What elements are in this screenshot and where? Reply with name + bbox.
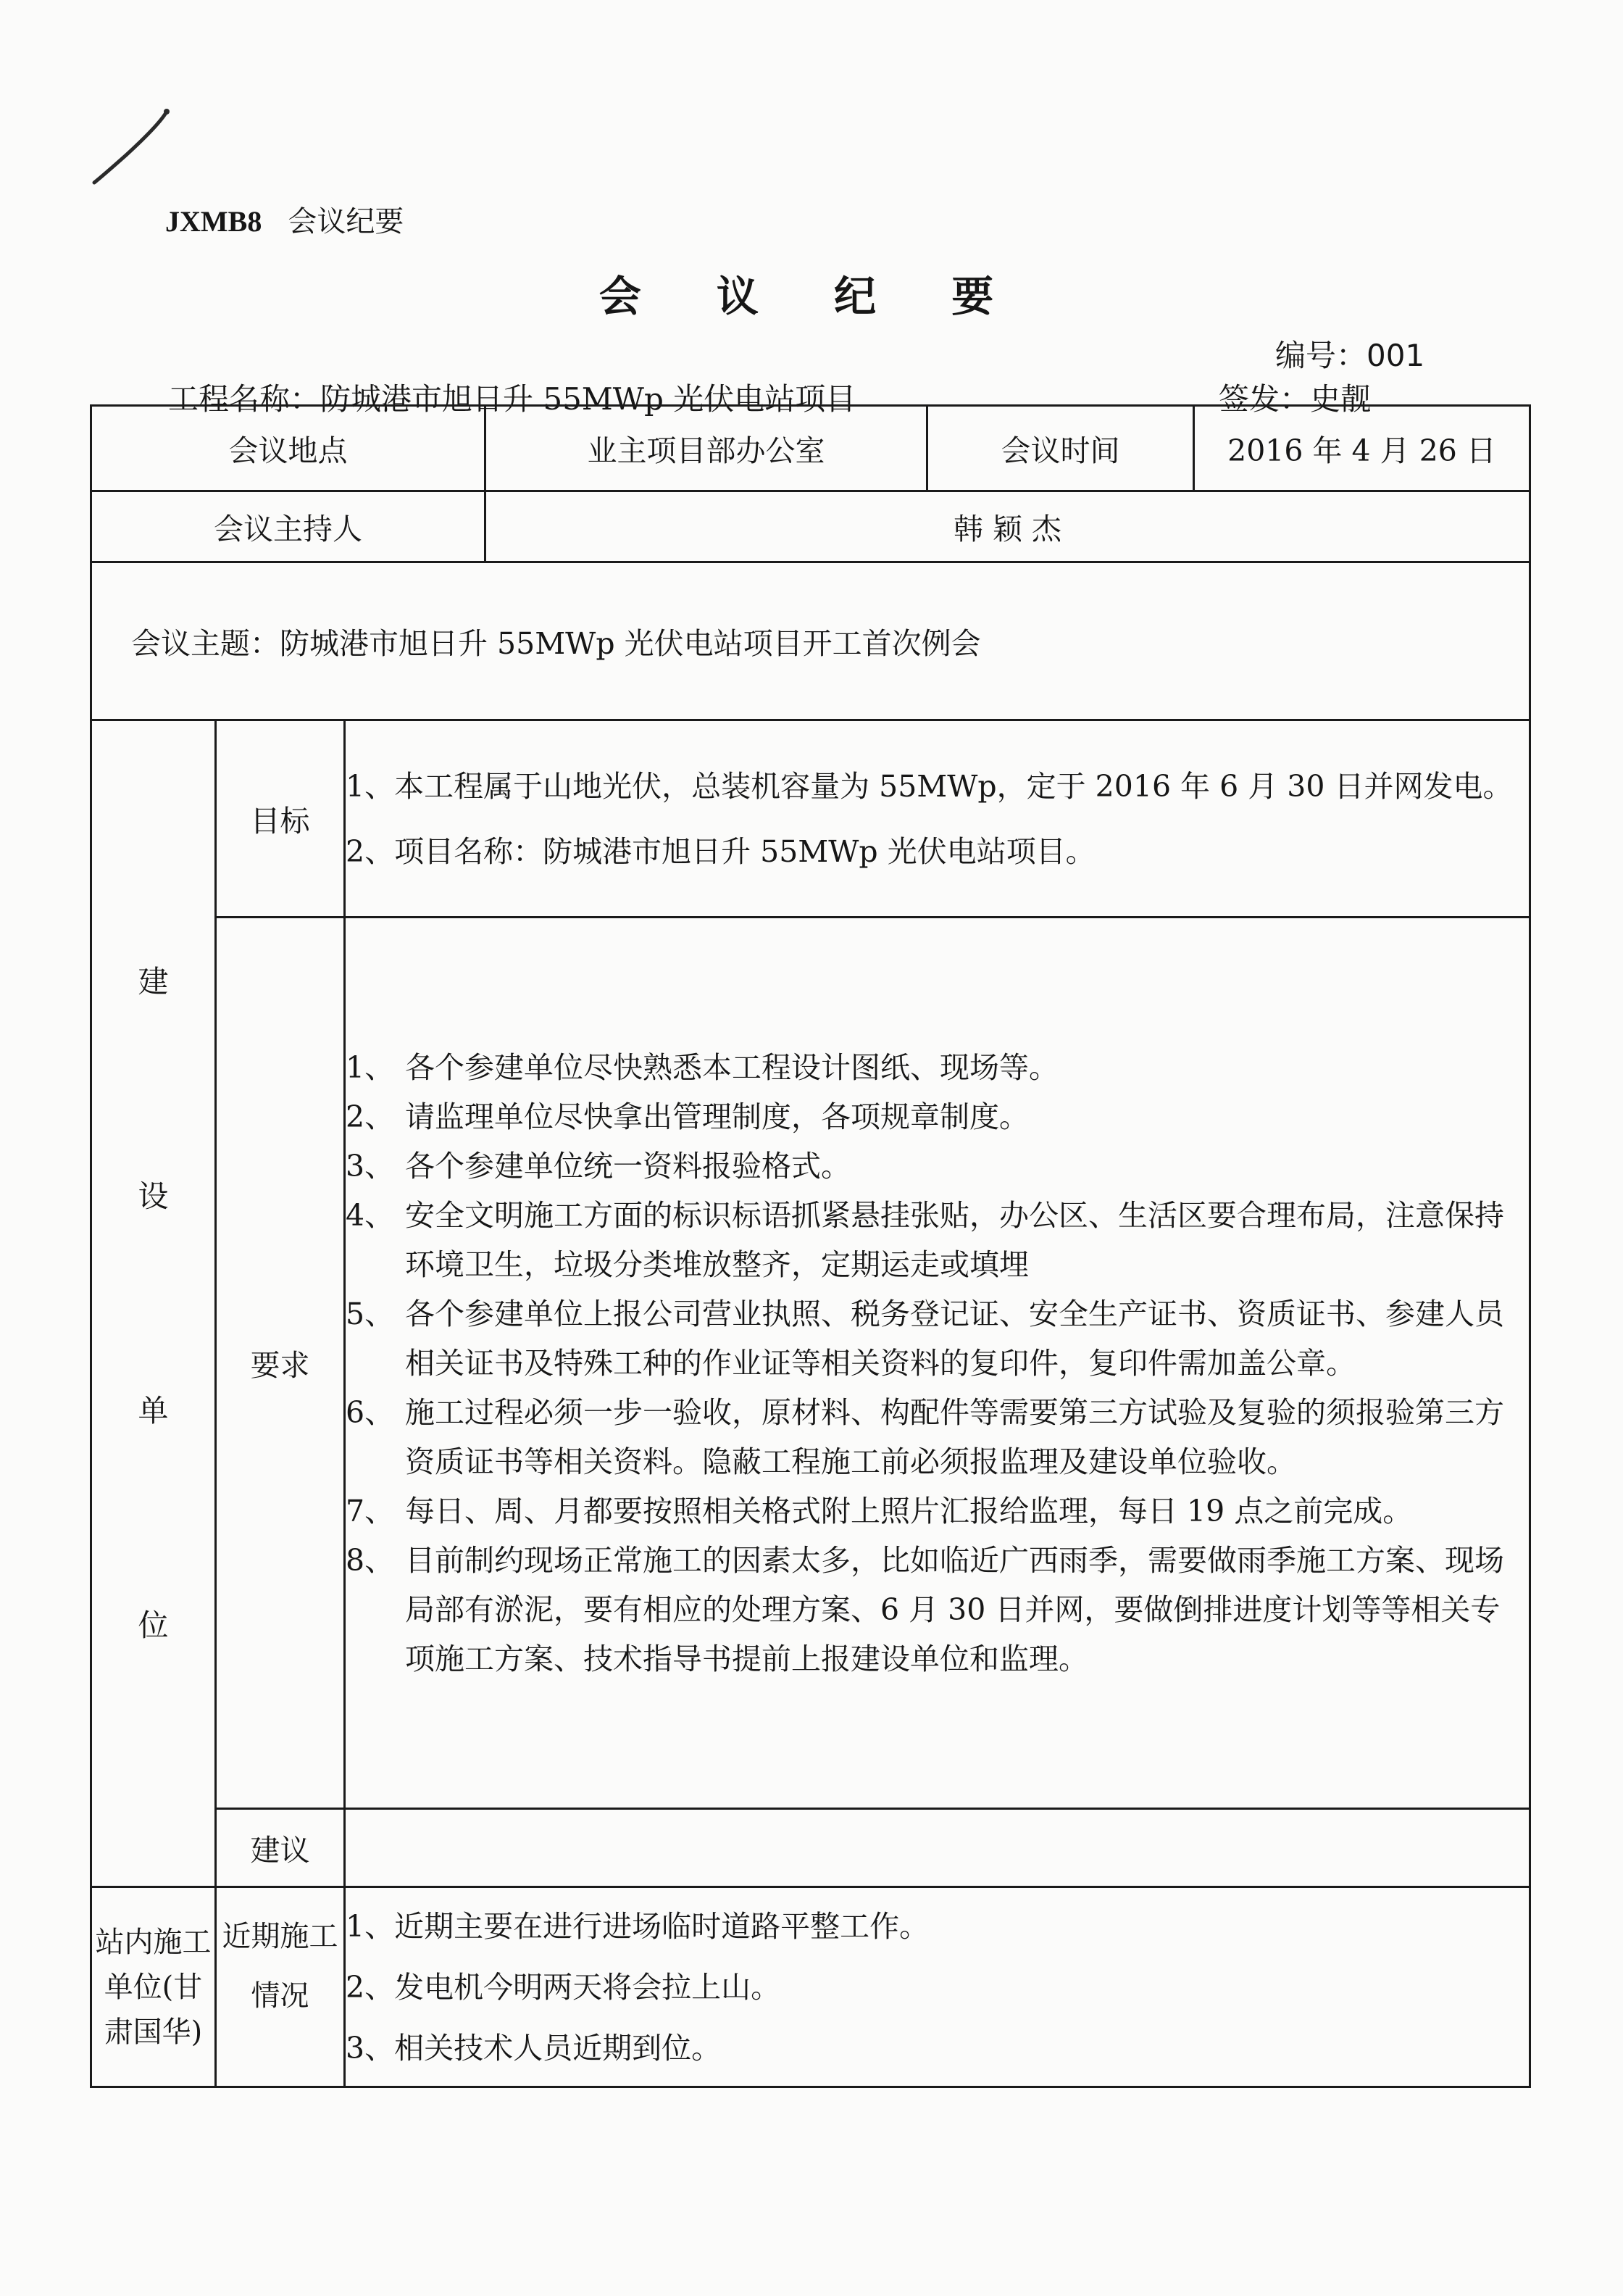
targets-label: 目标: [216, 720, 345, 918]
host-label: 会议主持人: [91, 491, 485, 562]
time-value: 2016 年 4 月 26 日: [1194, 406, 1530, 491]
construction-unit-char: 位: [138, 1607, 169, 1643]
construction-unit-char: 设: [138, 1178, 169, 1214]
site-status-item: 2、发电机今明两天将会拉上山。: [346, 1969, 781, 2005]
location-label: 会议地点: [91, 406, 485, 491]
site-status-item: 3、相关技术人员近期到位。: [346, 2030, 722, 2066]
target-item: 1、本工程属于山地光伏，总装机容量为 55MWp，定于 2016 年 6 月 30 日并网发电。: [346, 768, 1513, 804]
suggestions-content: [345, 1809, 1530, 1887]
time-label: 会议时间: [927, 406, 1194, 491]
site-unit-label: 站内施工单位(甘肃国华): [91, 1887, 216, 2087]
pen-stroke-mark: [85, 107, 172, 187]
site-unit-row: [91, 1887, 1530, 2087]
project-name: 工程名称：防城港市旭日升 55MWp 光伏电站项目: [168, 381, 856, 417]
site-status-content: [345, 1887, 1530, 2087]
requirements-content: [345, 918, 1530, 1809]
site-status-item: 1、近期主要在进行进场临时道路平整工作。: [346, 1908, 930, 1944]
targets-content: [345, 720, 1530, 918]
suggestions-row: [91, 1809, 1530, 1887]
document-title: 会 议 纪 要: [598, 272, 1025, 321]
site-status-label: 近期施工情况: [216, 1887, 345, 2087]
meeting-minutes-table: [90, 404, 1531, 2088]
requirement-item: 1、 各个参建单位尽快熟悉本工程设计图纸、现场等。: [346, 1049, 1059, 1085]
form-code-name: 会议纪要: [288, 205, 404, 238]
location-value: 业主项目部办公室: [485, 406, 927, 491]
requirement-item: 6、 施工过程必须一步一验收，原材料、构配件等需要第三方试验及复验的须报验第三方资质证书等相关资料。隐蔽工程施工前必须报监理及建设单位验收。: [346, 1394, 1504, 1479]
requirement-item: 5、 各个参建单位上报公司营业执照、税务登记证、安全生产证书、资质证书、参建人员相关证书及特殊工种的作业证等相关资料的复印件，复印件需加盖公章。: [346, 1296, 1504, 1381]
construction-unit-label: [91, 720, 216, 1887]
host-value: 韩 颖 杰: [485, 491, 1530, 562]
requirement-item: 4、 安全文明施工方面的标识标语抓紧悬挂张贴，办公区、生活区要合理布局，注意保持环境卫生，垃圾分类堆放整齐，定期运走或填埋: [346, 1197, 1504, 1282]
form-code-id: JXMB8: [165, 205, 262, 238]
form-code: [165, 199, 404, 240]
document-number: 编号：001: [1275, 338, 1425, 373]
construction-unit-char: 单: [138, 1392, 169, 1428]
targets-row: [91, 720, 1530, 918]
suggestions-label: 建议: [216, 1809, 345, 1887]
requirement-item: 2、 请监理单位尽快拿出管理制度，各项规章制度。: [346, 1099, 1029, 1134]
requirement-item: 7、 每日、周、月都要按照相关格式附上照片汇报给监理，每日 19 点之前完成。: [346, 1493, 1413, 1528]
requirement-item: 3、 各个参建单位统一资料报验格式。: [346, 1148, 851, 1184]
requirement-item: 8、 目前制约现场正常施工的因素太多，比如临近广西雨季，需要做雨季施工方案、现场局部有淤泥，要有相应的处理方案、6 月 30 日并网，要做倒排进度计划等等相关专项施工方案、技术指导书提前上报建设单位和监理。: [346, 1542, 1504, 1676]
meeting-topic: 会议主题：防城港市旭日升 55MWp 光伏电站项目开工首次例会: [91, 562, 1530, 720]
target-item: 2、项目名称：防城港市旭日升 55MWp 光伏电站项目。: [346, 833, 1096, 869]
construction-unit-char: 建: [138, 963, 169, 999]
requirements-row: [91, 918, 1530, 1809]
location-row: [91, 406, 1530, 491]
requirements-label: 要求: [216, 918, 345, 1809]
topic-row: [91, 562, 1530, 720]
host-row: [91, 491, 1530, 562]
signed-by: 签发：史靓: [1219, 381, 1372, 417]
